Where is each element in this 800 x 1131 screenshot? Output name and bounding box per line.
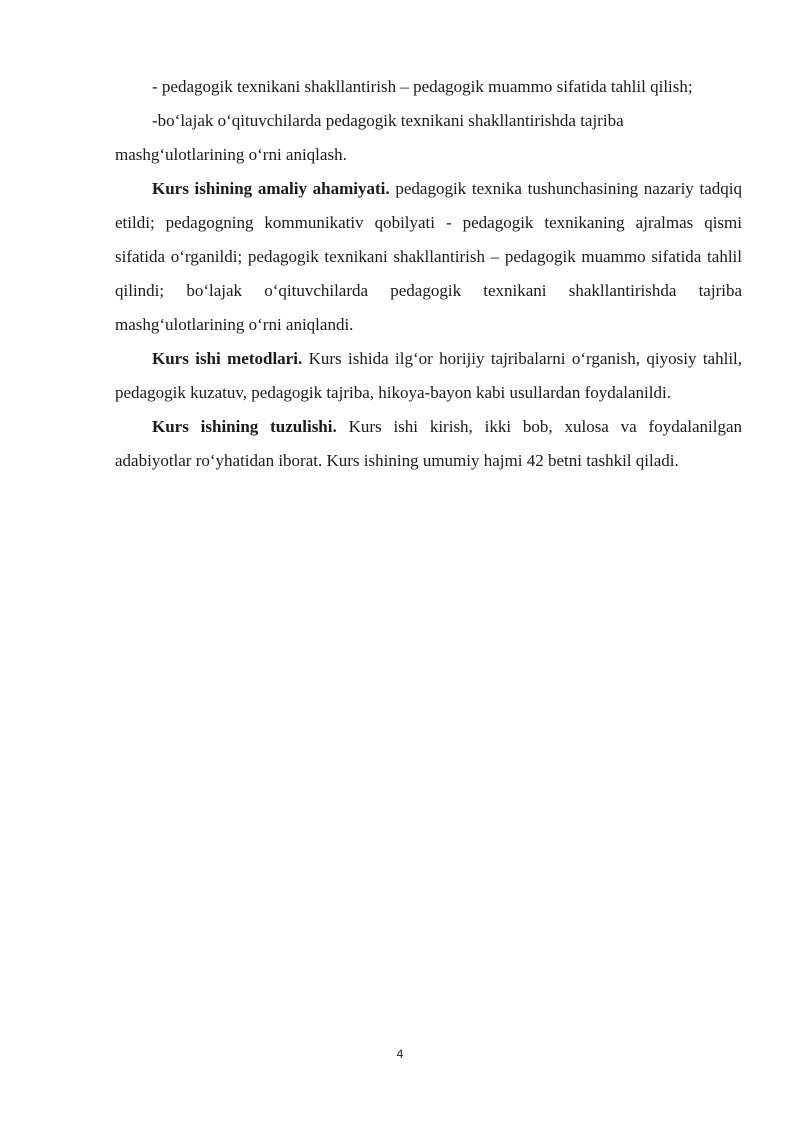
document-body xyxy=(115,70,742,478)
paragraph-text: Kurs ishi kirish, ikki bob, xulosa va foydalanilgan adabiyotlar ro‘yhatidan iborat. Kurs ishining umumiy hajmi 42 betni tashkil qiladi. xyxy=(115,417,743,470)
list-item xyxy=(115,70,742,104)
list-dash: - xyxy=(152,77,158,96)
list-item xyxy=(115,104,742,172)
paragraph-methods xyxy=(115,342,742,410)
paragraph-heading: Kurs ishi metodlari. xyxy=(152,349,303,368)
paragraph-text: pedagogik texnika tushunchasining nazariy tadqiq etildi; pedagogning kommunikativ qobilyati - pedagogik texnikaning ajralmas qismi sifatida o‘rganildi; pedagogik texnikani shakllantirish – pedagogik muammo sifatida tahlil qilindi; bo‘lajak o‘qituvchilarda pedagogik texnikani shakllantirishda tajriba mashg‘ulotlarining o‘rni aniqlandi. xyxy=(115,179,742,334)
list-item-text: pedagogik texnikani shakllantirish – pedagogik muammo sifatida tahlil qilish; xyxy=(157,77,693,96)
list-dash: - xyxy=(152,111,158,130)
page-number: 4 xyxy=(396,1047,404,1061)
paragraph-text: Kurs ishida ilg‘or horijiy tajribalarni o‘rganish, qiyosiy tahlil, pedagogik kuzatuv, pedagogik tajriba, hikoya-bayon kabi usullardan foydalanildi. xyxy=(115,349,743,402)
paragraph-heading: Kurs ishining tuzulishi. xyxy=(152,417,337,436)
paragraph-heading: Kurs ishining amaliy ahamiyati. xyxy=(152,179,390,198)
paragraph-practical-significance xyxy=(115,172,742,342)
paragraph-structure xyxy=(115,410,742,478)
list-item-text: bo‘lajak o‘qituvchilarda pedagogik texnikani shakllantirishda tajriba mashg‘ulotlarining o‘rni aniqlash. xyxy=(115,111,624,164)
